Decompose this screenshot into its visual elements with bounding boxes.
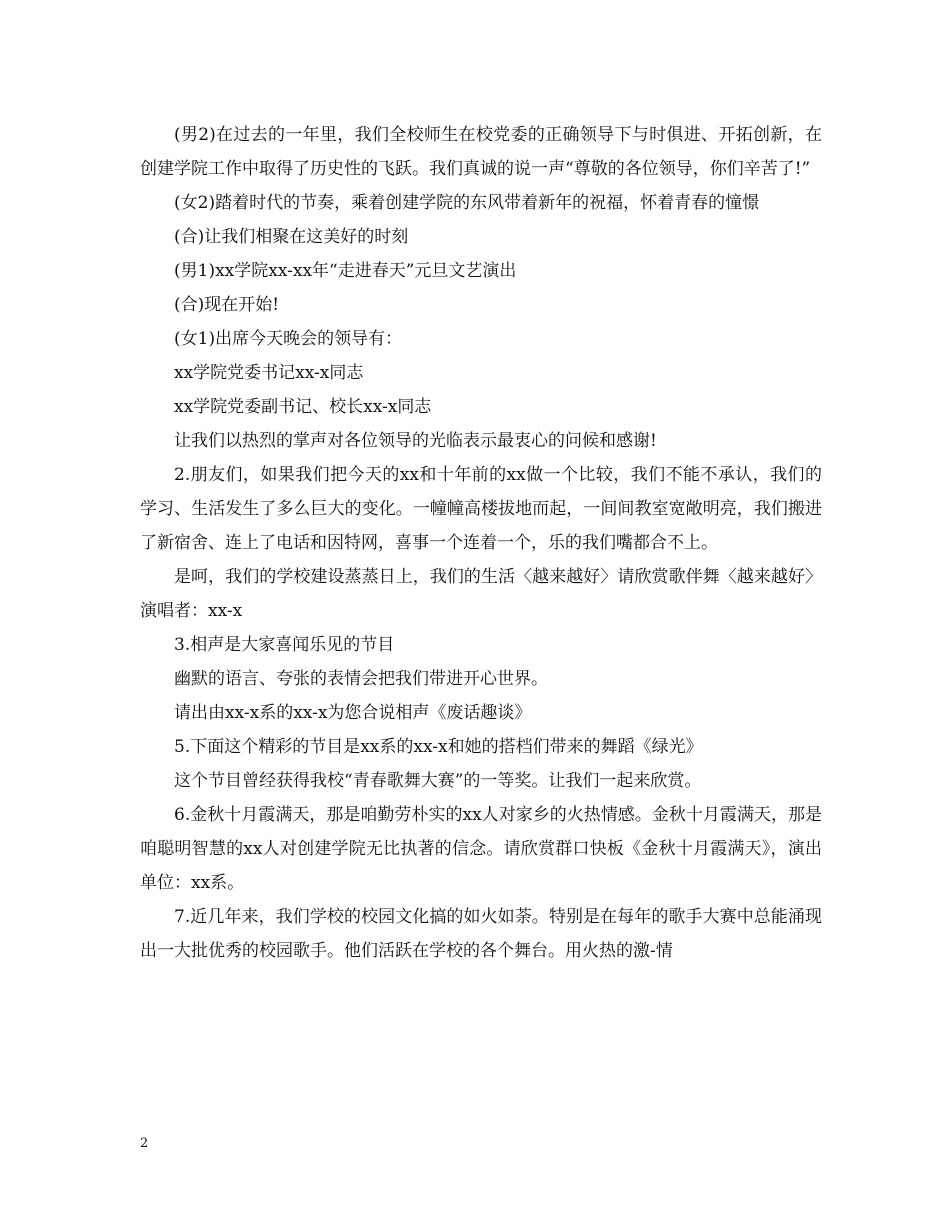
paragraph: 3.相声是大家喜闻乐见的节目: [174, 635, 395, 655]
paragraph: (合)让我们相聚在这美好的时刻: [174, 227, 409, 247]
paragraph: 5.下面这个精彩的节目是xx系的xx-x和她的搭档们带来的舞蹈《绿光》: [174, 737, 703, 757]
paragraph: 让我们以热烈的掌声对各位领导的光临表示最衷心的问候和感谢!: [174, 431, 657, 451]
paragraph: xx学院党委副书记、校长xx-x同志: [174, 397, 432, 417]
document-body: [140, 118, 822, 968]
paragraph: 6.金秋十月霞满天，那是咱勤劳朴实的xx人对家乡的火热情感。金秋十月霞满天，那是咱聪明智慧的xx人对创建学院无比执著的信念。请欣赏群口快板《金秋十月霞满天》，演出单位：xx系。: [140, 805, 822, 893]
paragraph: 这个节目曾经获得我校“青春歌舞大赛”的一等奖。让我们一起来欣赏。: [174, 771, 702, 791]
paragraph: 2.朋友们，如果我们把今天的xx和十年前的xx做一个比较，我们不能不承认，我们的学习、生活发生了多么巨大的变化。一幢幢高楼拔地而起，一间间教室宽敞明亮，我们搬进了新宿舍、连上了电话和因特网，喜事一个连着一个，乐的我们嘴都合不上。: [140, 465, 822, 553]
paragraph: (女2)踏着时代的节奏，乘着创建学院的东风带着新年的祝福，怀着青春的憧憬: [174, 193, 760, 213]
paragraph: xx学院党委书记xx-x同志: [174, 363, 364, 383]
paragraph: 请出由xx-x系的xx-x为您合说相声《废话趣谈》: [174, 703, 532, 723]
paragraph: 7.近几年来，我们学校的校园文化搞的如火如荼。特别是在每年的歌手大赛中总能涌现出一大批优秀的校园歌手。他们活跃在学校的各个舞台。用火热的激-情: [140, 907, 822, 961]
paragraph: 是呵，我们的学校建设蒸蒸日上，我们的生活〈越来越好〉请欣赏歌伴舞〈越来越好〉演唱者：xx-x: [140, 567, 822, 621]
paragraph: (合)现在开始!: [174, 295, 280, 315]
paragraph: (女1)出席今天晚会的领导有：: [174, 329, 403, 349]
paragraph: (男1)xx学院xx-xx年“走进春天”元旦文艺演出: [174, 261, 517, 281]
page-number: 2: [140, 1136, 149, 1151]
paragraph: (男2)在过去的一年里，我们全校师生在校党委的正确领导下与时俱进、开拓创新，在创建学院工作中取得了历史性的飞跃。我们真诚的说一声“尊敬的各位领导，你们辛苦了!”: [140, 125, 822, 179]
paragraph: 幽默的语言、夸张的表情会把我们带进开心世界。: [174, 669, 548, 689]
